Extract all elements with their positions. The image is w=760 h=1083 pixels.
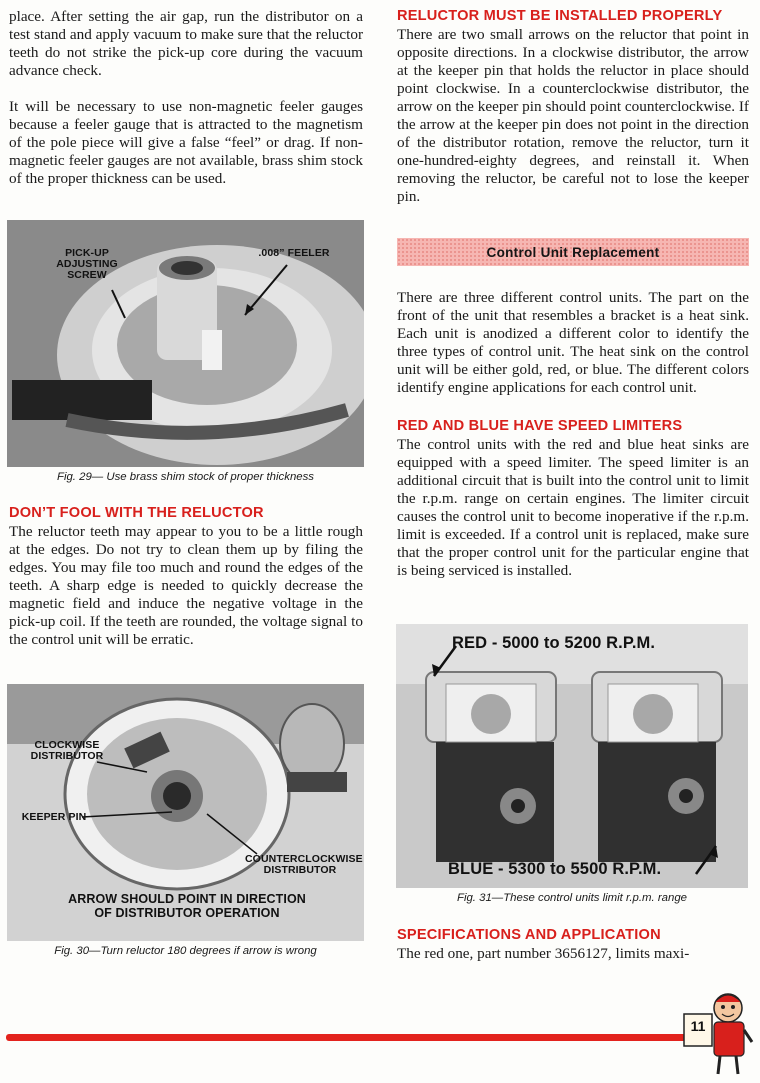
left-column-top <box>9 8 363 188</box>
paragraph: The red one, part number 3656127, limits maxi- <box>397 945 690 962</box>
paragraph: place. After setting the air gap, run the distributor on a test stand and apply vacuum to make sure that the reluctor teeth do not strike the pick-up core during the vacuum advance check. <box>9 8 363 79</box>
section-heading: RELUCTOR MUST BE INSTALLED PROPERLY <box>397 8 723 24</box>
label-feeler-gauge: .008” FEELER <box>258 247 330 259</box>
right-column-specifications <box>397 927 749 963</box>
section-banner <box>397 238 749 266</box>
figure-30-caption: Fig. 30—Turn reluctor 180 degrees if arrow is wrong <box>54 945 317 957</box>
page-number: 11 <box>690 1018 706 1034</box>
right-column-reluctor-install <box>397 8 749 206</box>
paragraph: There are three different control units. The part on the front of the unit that resembles a bracket is a heat sink. Each unit is anodized a different color to identify the three types of control unit. The heat sink on the control unit will be either gold, red, or blue. The different colors identify engine applications for each control unit. <box>397 289 749 396</box>
figure-29-photo <box>7 220 364 467</box>
label-keeper-pin: KEEPER PIN <box>21 811 87 823</box>
label-red-rpm: RED - 5000 to 5200 R.P.M. <box>452 634 656 652</box>
section-heading: SPECIFICATIONS AND APPLICATION <box>397 927 661 943</box>
label-blue-rpm: BLUE - 5300 to 5500 R.P.M. <box>448 860 662 878</box>
paragraph: The reluctor teeth may appear to you to be a little rough at the edges. Do not try to clean them up by filing the edges. You may file too much and round the edges of the teeth. A sharp edge is needed to quickly decrease the magnetic field and induce the negative voltage in the pick-up coil. If the teeth are rounded, the voltage signal to the control unit will be erratic. <box>9 523 363 648</box>
mascot-illustration <box>678 990 756 1078</box>
figure-31-caption: Fig. 31—These control units limit r.p.m. range <box>456 892 687 904</box>
left-column-reluctor-section <box>9 505 363 649</box>
paragraph: There are two small arrows on the reluctor that point in opposite directions. In a clockwise distributor, the arrow at the keeper pin that holds the reluctor in place should point clockwise. In a counterclockwise distributor, the arrow on the keeper pin should point counterclockwise. If the arrow at the keeper pin does not point in the direction of the distributor rotation, remove the reluctor, turn it one-hundred-eighty degrees, and reinstall it. When removing the reluctor, be careful not to lose the keeper pin. <box>397 26 749 205</box>
figure-29-caption: Fig. 29— Use brass shim stock of proper thickness <box>56 471 315 483</box>
section-heading: RED AND BLUE HAVE SPEED LIMITERS <box>397 418 683 434</box>
figure-31-photo <box>396 624 748 888</box>
footer-rule <box>6 1034 686 1041</box>
paragraph: The control units with the red and blue heat sinks are equipped with a speed limiter. The speed limiter is an additional circuit that is built into the control unit to limit the r.p.m. range on certain engines. The limiter circuit causes the control unit to become inoperative if the r.p.m. limit is exceeded. If a control unit is replaced, make sure that the proper control unit for the particular engine that is being serviced is installed. <box>397 436 749 579</box>
paragraph: It will be necessary to use non-magnetic feeler gauges because a feeler gauge that is attracted to the magnetism of the pole piece will give a false “feel” or drag. If non-magnetic feeler gauges are not available, brass shim stock of the proper thickness can be used. <box>9 98 363 187</box>
figure-30-photo <box>7 684 364 941</box>
section-heading: DON’T FOOL WITH THE RELUCTOR <box>9 505 264 521</box>
label-pickup-adjusting-screw: PICK-UP ADJUSTING SCREW <box>56 247 118 281</box>
label-counterclockwise-distributor: COUNTERCLOCKWISE DISTRIBUTOR <box>245 853 363 876</box>
right-column-control-units <box>397 289 749 580</box>
banner-title: Control Unit Replacement <box>486 244 660 260</box>
label-clockwise-distributor: CLOCKWISE DISTRIBUTOR <box>30 739 104 762</box>
label-arrow-direction: ARROW SHOULD POINT IN DIRECTION OF DISTRIBUTOR OPERATION <box>68 892 306 920</box>
